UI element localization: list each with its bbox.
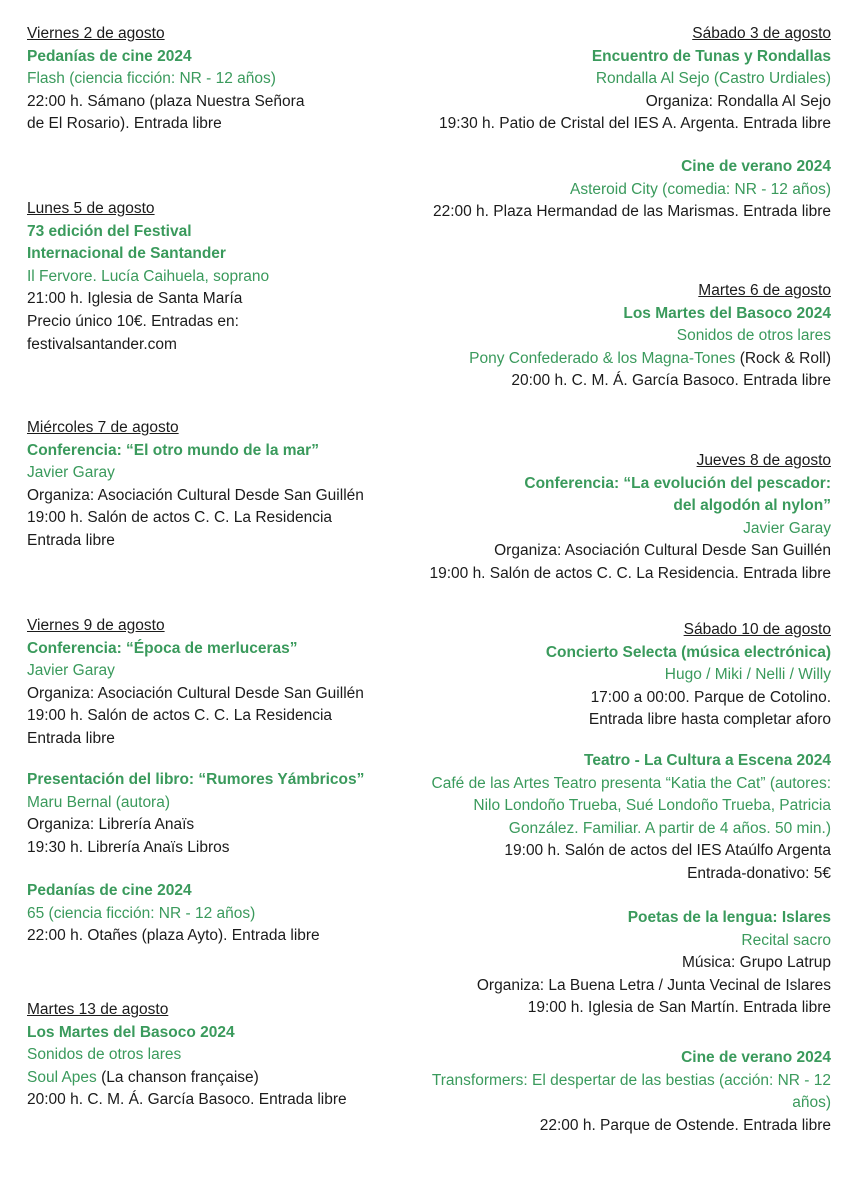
date-heading: Viernes 9 de agosto xyxy=(27,617,165,634)
event-title: Cine de verano 2024 xyxy=(681,1049,831,1066)
event-detail: 22:00 h. Sámano (plaza Nuestra Señora de El Rosario). Entrada libre xyxy=(27,92,305,133)
event-detail: Precio único 10€. Entradas en: festivalsantander.com xyxy=(27,312,239,353)
day-block xyxy=(27,417,447,553)
event-block xyxy=(27,880,447,948)
event-title: Conferencia: “La evolución del pescador: del algodón al nylon” xyxy=(524,474,831,515)
event-block xyxy=(405,156,831,224)
date-heading: Martes 6 de agosto xyxy=(698,282,831,299)
date-heading: Lunes 5 de agosto xyxy=(27,200,155,217)
event-subtitle: Javier Garay xyxy=(743,519,831,537)
event-title: Pedanías de cine 2024 xyxy=(27,47,192,65)
event-detail: Organiza: Librería Anaïs xyxy=(27,816,195,834)
event-title: Los Martes del Basoco 2024 xyxy=(27,1023,235,1041)
event-detail: 19:00 h. Salón de actos C. C. La Residencia. Entrada libre xyxy=(429,564,831,582)
day-block xyxy=(27,615,447,751)
event-block xyxy=(27,769,447,859)
event-subtitle: Flash (ciencia ficción: NR - 12 años) xyxy=(27,70,276,88)
band-name: Soul Apes xyxy=(27,1068,97,1086)
date-heading: Sábado 3 de agosto xyxy=(692,25,831,42)
event-detail: Entrada libre xyxy=(27,729,115,747)
event-subtitle: Recital sacro xyxy=(741,931,831,949)
event-subtitle: Sonidos de otros lares xyxy=(27,1046,182,1064)
event-detail: 19:00 h. Salón de actos C. C. La Residencia xyxy=(27,509,333,527)
event-detail: 19:30 h. Patio de Cristal del IES A. Argenta. Entrada libre xyxy=(438,115,831,133)
event-detail: 22:00 h. Plaza Hermandad de las Marismas. Entrada libre xyxy=(432,203,831,221)
event-detail: Entrada-donativo: 5€ xyxy=(687,864,831,882)
event-detail: 21:00 h. Iglesia de Santa María xyxy=(27,290,243,308)
day-block xyxy=(27,198,447,356)
day-block xyxy=(27,999,447,1112)
day-block xyxy=(405,23,831,136)
event-subtitle: Hugo / Miki / Nelli / Willy xyxy=(664,666,831,684)
event-block xyxy=(405,1047,831,1137)
event-subtitle: Sonidos de otros lares xyxy=(676,327,831,345)
band-name: Pony Confederado & los Magna-Tones xyxy=(469,349,736,367)
event-subtitle: Javier Garay xyxy=(27,662,115,680)
event-title: Teatro - La Cultura a Escena 2024 xyxy=(584,752,831,769)
event-subtitle: Rondalla Al Sejo (Castro Urdiales) xyxy=(595,70,831,88)
event-detail: Organiza: Asociación Cultural Desde San Guillén xyxy=(27,486,364,504)
event-subtitle: Transformers: El despertar de las bestias (acción: NR - 12 años) xyxy=(431,1071,831,1112)
event-block xyxy=(405,750,831,886)
date-heading: Sábado 10 de agosto xyxy=(683,621,831,638)
event-title: Pedanías de cine 2024 xyxy=(27,882,192,899)
day-block xyxy=(405,450,831,586)
date-heading: Viernes 2 de agosto xyxy=(27,25,165,42)
event-title: Conferencia: “Época de merluceras” xyxy=(27,639,298,657)
band-genre: (La chanson française) xyxy=(101,1068,259,1086)
band-genre: (Rock & Roll) xyxy=(739,349,831,367)
day-block xyxy=(405,280,831,393)
event-detail: 20:00 h. C. M. Á. García Basoco. Entrada libre xyxy=(511,372,831,390)
event-detail: 22:00 h. Otañes (plaza Ayto). Entrada libre xyxy=(27,927,320,945)
band-line xyxy=(405,348,831,371)
event-detail: Organiza: Asociación Cultural Desde San Guillén xyxy=(494,542,831,560)
event-subtitle: Asteroid City (comedia: NR - 12 años) xyxy=(569,180,831,198)
day-block xyxy=(27,23,447,136)
event-detail: Entrada libre xyxy=(27,531,115,549)
event-title: Poetas de la lengua: Islares xyxy=(627,909,831,926)
event-title: Conferencia: “El otro mundo de la mar” xyxy=(27,441,319,459)
event-subtitle: Il Fervore. Lucía Caihuela, soprano xyxy=(27,267,270,285)
event-title: 73 edición del Festival Internacional de Santander xyxy=(27,222,226,263)
event-detail: 22:00 h. Parque de Ostende. Entrada libre xyxy=(539,1116,831,1134)
event-detail: 20:00 h. C. M. Á. García Basoco. Entrada libre xyxy=(27,1091,347,1109)
event-title: Concierto Selecta (música electrónica) xyxy=(545,643,831,661)
event-detail: Organiza: Asociación Cultural Desde San Guillén xyxy=(27,684,364,702)
event-subtitle: Café de las Artes Teatro presenta “Katia the Cat” (autores: Nilo Londoño Trueba, Sué Londoño Trueba, Patricia González. Familiar. A partir de 4 años. 50 min.) xyxy=(431,774,831,837)
event-title: Presentación del libro: “Rumores Yámbricos” xyxy=(27,771,365,788)
date-heading: Jueves 8 de agosto xyxy=(696,452,831,469)
event-subtitle: Maru Bernal (autora) xyxy=(27,793,171,811)
event-title: Los Martes del Basoco 2024 xyxy=(623,304,831,322)
event-detail: 19:00 h. Salón de actos del IES Ataúlfo Argenta xyxy=(504,842,831,860)
band-line xyxy=(27,1067,447,1090)
event-subtitle: 65 (ciencia ficción: NR - 12 años) xyxy=(27,904,256,922)
event-detail: Organiza: La Buena Letra / Junta Vecinal de Islares xyxy=(476,976,831,994)
event-subtitle: Javier Garay xyxy=(27,464,115,482)
event-detail: 17:00 a 00:00. Parque de Cotolino. Entrada libre hasta completar aforo xyxy=(588,688,831,729)
event-detail: 19:00 h. Iglesia de San Martín. Entrada libre xyxy=(527,999,831,1017)
event-block xyxy=(405,907,831,1020)
event-title: Cine de verano 2024 xyxy=(681,158,831,175)
event-detail: 19:00 h. Salón de actos C. C. La Residencia xyxy=(27,707,333,725)
date-heading: Martes 13 de agosto xyxy=(27,1001,169,1018)
event-detail: Música: Grupo Latrup xyxy=(681,954,831,972)
event-detail: 19:30 h. Librería Anaïs Libros xyxy=(27,838,230,856)
event-detail: Organiza: Rondalla Al Sejo xyxy=(645,92,831,110)
event-title: Encuentro de Tunas y Rondallas xyxy=(591,47,831,65)
date-heading: Miércoles 7 de agosto xyxy=(27,419,179,436)
day-block xyxy=(405,619,831,732)
